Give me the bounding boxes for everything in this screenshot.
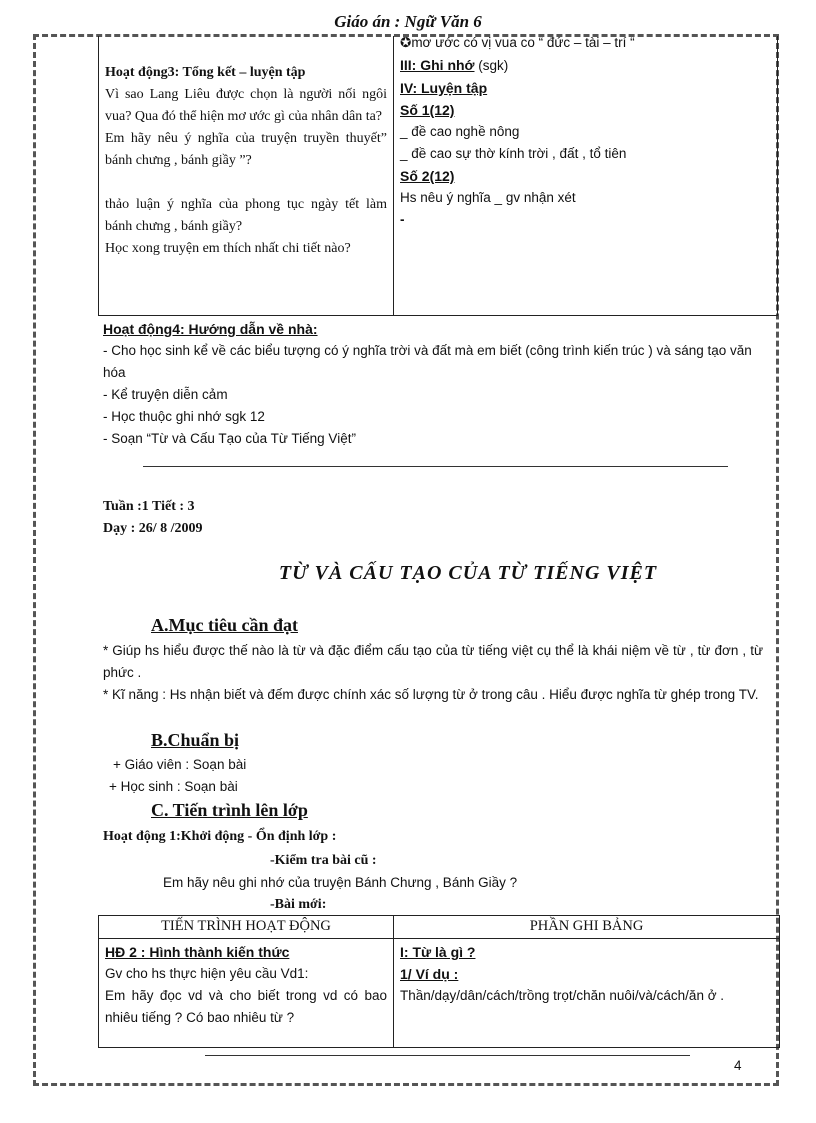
exercise-2-heading: Số 2(12) <box>400 168 455 184</box>
activity4-heading: Hoạt động4: Hướng dẫn về nhà: <box>103 321 318 337</box>
exercise-1-heading: Số 1(12) <box>400 102 455 118</box>
bullet-icon: ✪ <box>400 35 412 50</box>
prep-student: + Học sinh : Soạn bài <box>109 779 238 794</box>
right-line-1: mơ ước có vị vua co “ đức – tài – trí “ <box>411 35 635 50</box>
lesson-table-bottom <box>98 915 780 1048</box>
question-1: Vì sao Lang Liêu được chọn là người nối ngôi vua? Qua đó thể hiện mơ ước gì của nhân dân ta? <box>105 87 387 124</box>
dash-line: - <box>400 212 405 227</box>
exercise-1-line-1: _ đề cao nghề nông <box>400 124 520 139</box>
ghi-nho-note: (sgk) <box>474 58 509 73</box>
lesson-table-top <box>98 36 778 316</box>
new-lesson: -Bài mới: <box>270 897 327 912</box>
objective-2: * Kĩ năng : Hs nhận biết và đếm được chính xác số lượng từ ở trong câu . Hiểu được nghĩa từ ghép trong TV. <box>103 687 759 702</box>
col-activity-header: TIẾN TRÌNH HOẠT ĐỘNG <box>99 916 394 939</box>
activity2-heading: HĐ 2 : Hình thành kiến thức <box>105 944 290 960</box>
ghi-nho-heading: III: Ghi nhớ <box>400 57 475 73</box>
homework-line-3: - Học thuộc ghi nhớ sgk 12 <box>103 409 265 424</box>
section-c-heading: C. Tiến trình lên lớp <box>151 800 308 820</box>
section-a-heading: A.Mục tiêu cần đạt <box>151 615 298 635</box>
homework-section <box>103 318 763 450</box>
old-lesson-check: -Kiểm tra bài cũ : <box>270 853 377 868</box>
col-board-header: PHẦN GHI BẢNG <box>394 916 780 939</box>
question-3: thảo luận ý nghĩa của phong tục ngày tết làm bánh chưng , bánh giầy? <box>105 197 387 234</box>
page-number: 4 <box>734 1058 742 1073</box>
lesson-title: TỪ VÀ CẤU TẠO CỦA TỪ TIẾNG VIỆT <box>278 562 658 584</box>
question-2: Em hãy nêu ý nghĩa của truyện truyền thuyết” bánh chưng , bánh giầy ”? <box>105 131 387 168</box>
section-a-body <box>103 640 763 706</box>
exercise-1-line-2: _ đề cao sự thờ kính trời , đất , tổ tiên <box>400 146 627 161</box>
activity2-line-1: Gv cho hs thực hiện yêu cầu Vd1: <box>105 966 309 981</box>
prep-teacher: + Giáo viên : Soạn bài <box>113 757 247 772</box>
question-4: Học xong truyện em thích nhất chi tiết nào? <box>105 241 351 256</box>
board-column <box>394 36 778 316</box>
page-header: Giáo án : Ngữ Văn 6 <box>334 12 482 31</box>
activity2-cell <box>99 939 394 1048</box>
section-b-heading: B.Chuẩn bị <box>151 730 240 750</box>
review-question: Em hãy nêu ghi nhớ của truyện Bánh Chưng , Bánh Giầy ? <box>163 875 518 890</box>
activity3-heading: Hoạt động3: Tổng kết – luyện tập <box>105 65 306 80</box>
divider <box>143 466 728 467</box>
activity-column <box>99 36 394 316</box>
teaching-date: Dạy : 26/ 8 /2009 <box>103 521 203 536</box>
homework-line-4: - Soạn “Từ và Cấu Tạo của Từ Tiếng Việt” <box>103 431 356 446</box>
week-period: Tuần :1 Tiết : 3 <box>103 499 195 514</box>
homework-line-1: - Cho học sinh kể về các biểu tượng có ý nghĩa trời và đất mà em biết (công trình kiến trúc ) và sáng tạo văn hóa <box>103 343 752 380</box>
objective-1: * Giúp hs hiểu được thế nào là từ và đặc điểm cấu tạo của từ tiếng việt cụ thể là khái niệm về từ , từ đơn , từ phức . <box>103 643 763 680</box>
exercise-2-line: Hs nêu ý nghĩa _ gv nhận xét <box>400 190 576 205</box>
board-cell <box>394 939 780 1048</box>
activity2-line-2: Em hãy đọc vd và cho biết trong vd có bao nhiêu tiếng ? Có bao nhiêu từ ? <box>105 988 387 1025</box>
footer-line <box>205 1055 690 1056</box>
section-b-body <box>109 754 246 798</box>
example-text: Thần/dạy/dân/cách/trồng trọt/chăn nuôi/và/cách/ăn ở . <box>400 988 725 1003</box>
tu-la-gi-heading: I: Từ là gì ? <box>400 944 476 960</box>
example-heading: 1/ Ví dụ : <box>400 966 459 982</box>
luyen-tap-heading: IV: Luyện tập <box>400 80 488 96</box>
homework-line-2: - Kể truyện diễn cảm <box>103 387 228 402</box>
activity1-heading: Hoạt động 1:Khởi động - Ổn định lớp : <box>103 829 337 844</box>
